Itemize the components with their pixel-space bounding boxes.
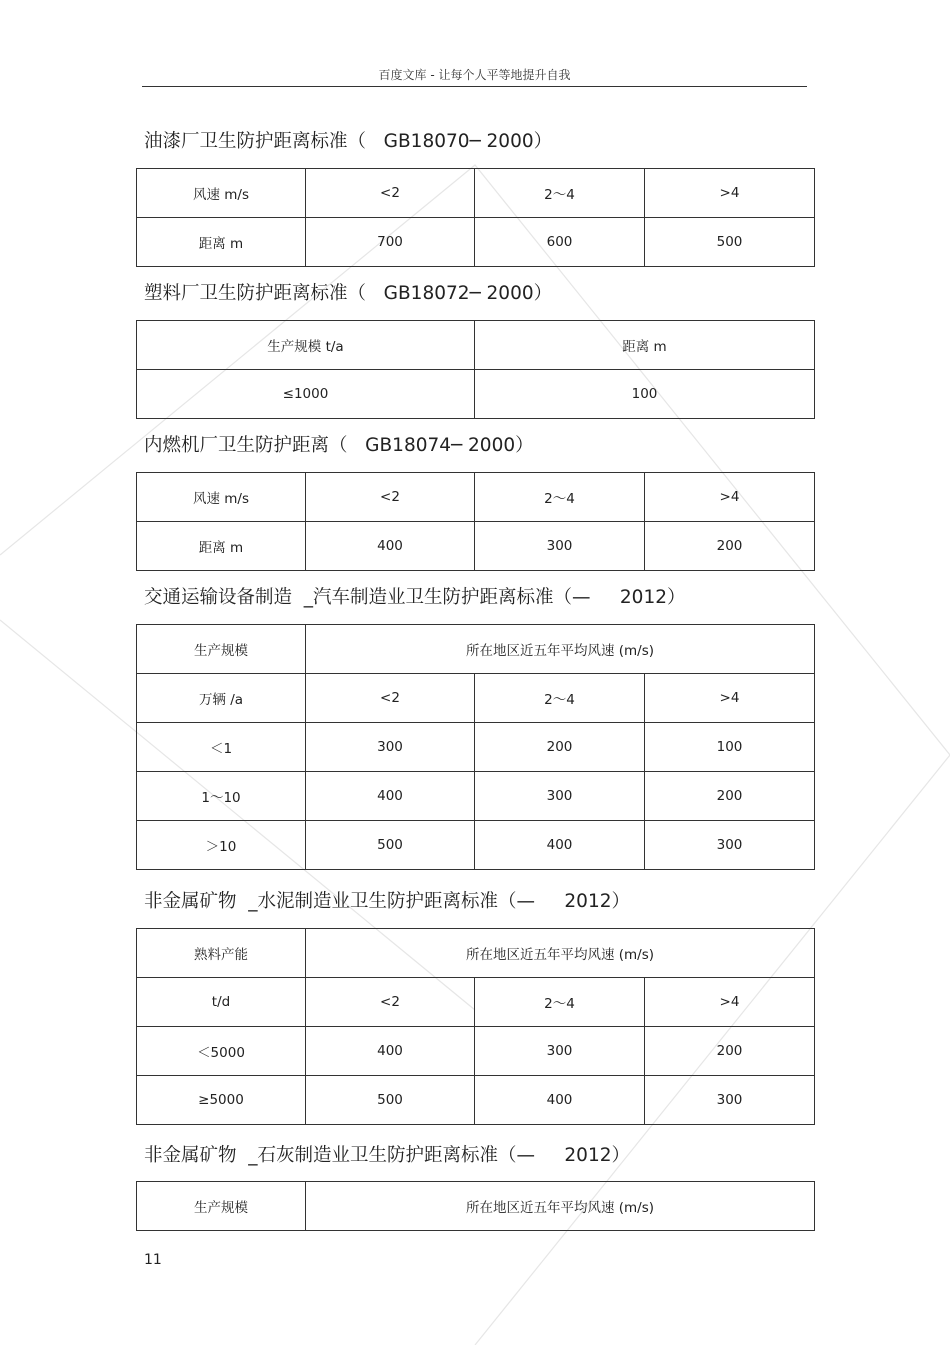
table-row [137,929,815,978]
table-cell: 风速 m/s [137,169,306,218]
table-plastics-factory [136,320,815,419]
table-cell: 所在地区近五年平均风速 (m/s) [306,1182,815,1231]
table-row [137,1076,815,1125]
table-cell: >4 [645,473,815,522]
table-cell: 200 [645,1027,815,1076]
table-cell: 300 [475,772,645,821]
table-cell: 300 [475,1027,645,1076]
table-cell: 所在地区近五年平均风速 (m/s) [306,625,815,674]
table-cell: 2～4 [475,674,645,723]
table-cell: 距离 m [475,321,815,370]
table-cell: 2～4 [475,978,645,1027]
table-cell: 所在地区近五年平均风速 (m/s) [306,929,815,978]
table-cell: ≤1000 [137,370,475,419]
table-row [137,218,815,267]
header-rule [142,86,807,87]
section-title-engine-factory: 内燃机厂卫生防护距离（ GB18074─ 2000） [144,435,534,456]
table-cell: ≥5000 [137,1076,306,1125]
table-cell: 400 [306,522,475,571]
table-cell: 200 [645,772,815,821]
table-row [137,522,815,571]
table-engine-factory [136,472,815,571]
table-cell: >4 [645,978,815,1027]
table-cell: 熟料产能 [137,929,306,978]
section-title-plastics-factory: 塑料厂卫生防护距离标准（ GB18072─ 2000） [144,283,553,304]
table-automobile [136,624,815,870]
table-row [137,821,815,870]
table-cell: 600 [475,218,645,267]
section-title-paint-factory: 油漆厂卫生防护距离标准（ GB18070─ 2000） [144,131,553,152]
table-lime [136,1181,815,1231]
table-cell: 100 [475,370,815,419]
section-title-cement: 非金属矿物 _水泥制造业卫生防护距离标准（— 2012） [144,891,630,912]
table-row [137,1027,815,1076]
table-cell: 距离 m [137,522,306,571]
table-row [137,370,815,419]
table-row [137,321,815,370]
table-cell: >4 [645,169,815,218]
table-cell: >4 [645,674,815,723]
table-cell: ＜5000 [137,1027,306,1076]
table-row [137,674,815,723]
table-cell: 400 [475,821,645,870]
table-cell: ＞10 [137,821,306,870]
table-cell: 生产规模 [137,625,306,674]
table-cell: 300 [475,522,645,571]
table-cell: ＜1 [137,723,306,772]
table-cell: 400 [475,1076,645,1125]
table-cell: 300 [645,821,815,870]
table-cell: 生产规模 [137,1182,306,1231]
table-cell: 200 [645,522,815,571]
table-cell: 风速 m/s [137,473,306,522]
table-cell: 100 [645,723,815,772]
table-cell: t/d [137,978,306,1027]
table-row [137,723,815,772]
table-cell: 500 [306,821,475,870]
table-cell: 2～4 [475,473,645,522]
table-cell: 300 [645,1076,815,1125]
table-cell: 距离 m [137,218,306,267]
table-cell: 300 [306,723,475,772]
table-cell: <2 [306,978,475,1027]
page-number: 11 [144,1252,162,1268]
table-row [137,625,815,674]
table-cell: 400 [306,1027,475,1076]
table-cell: 500 [645,218,815,267]
section-title-automobile: 交通运输设备制造 _汽车制造业卫生防护距离标准（— 2012） [144,587,686,608]
table-cell: 1～10 [137,772,306,821]
table-row [137,473,815,522]
page-header: 百度文库 - 让每个人平等地提升自我 [378,68,571,82]
table-cell: 400 [306,772,475,821]
table-row [137,978,815,1027]
table-cell: <2 [306,169,475,218]
table-cell: <2 [306,674,475,723]
table-cell: 700 [306,218,475,267]
table-cell: 生产规模 t/a [137,321,475,370]
table-row [137,169,815,218]
table-paint-factory [136,168,815,267]
table-row [137,772,815,821]
table-cell: 200 [475,723,645,772]
table-cell: 2～4 [475,169,645,218]
table-row [137,1182,815,1231]
table-cell: 500 [306,1076,475,1125]
table-cell: <2 [306,473,475,522]
section-title-lime: 非金属矿物 _石灰制造业卫生防护距离标准（— 2012） [144,1145,630,1166]
table-cement [136,928,815,1125]
table-cell: 万辆 /a [137,674,306,723]
